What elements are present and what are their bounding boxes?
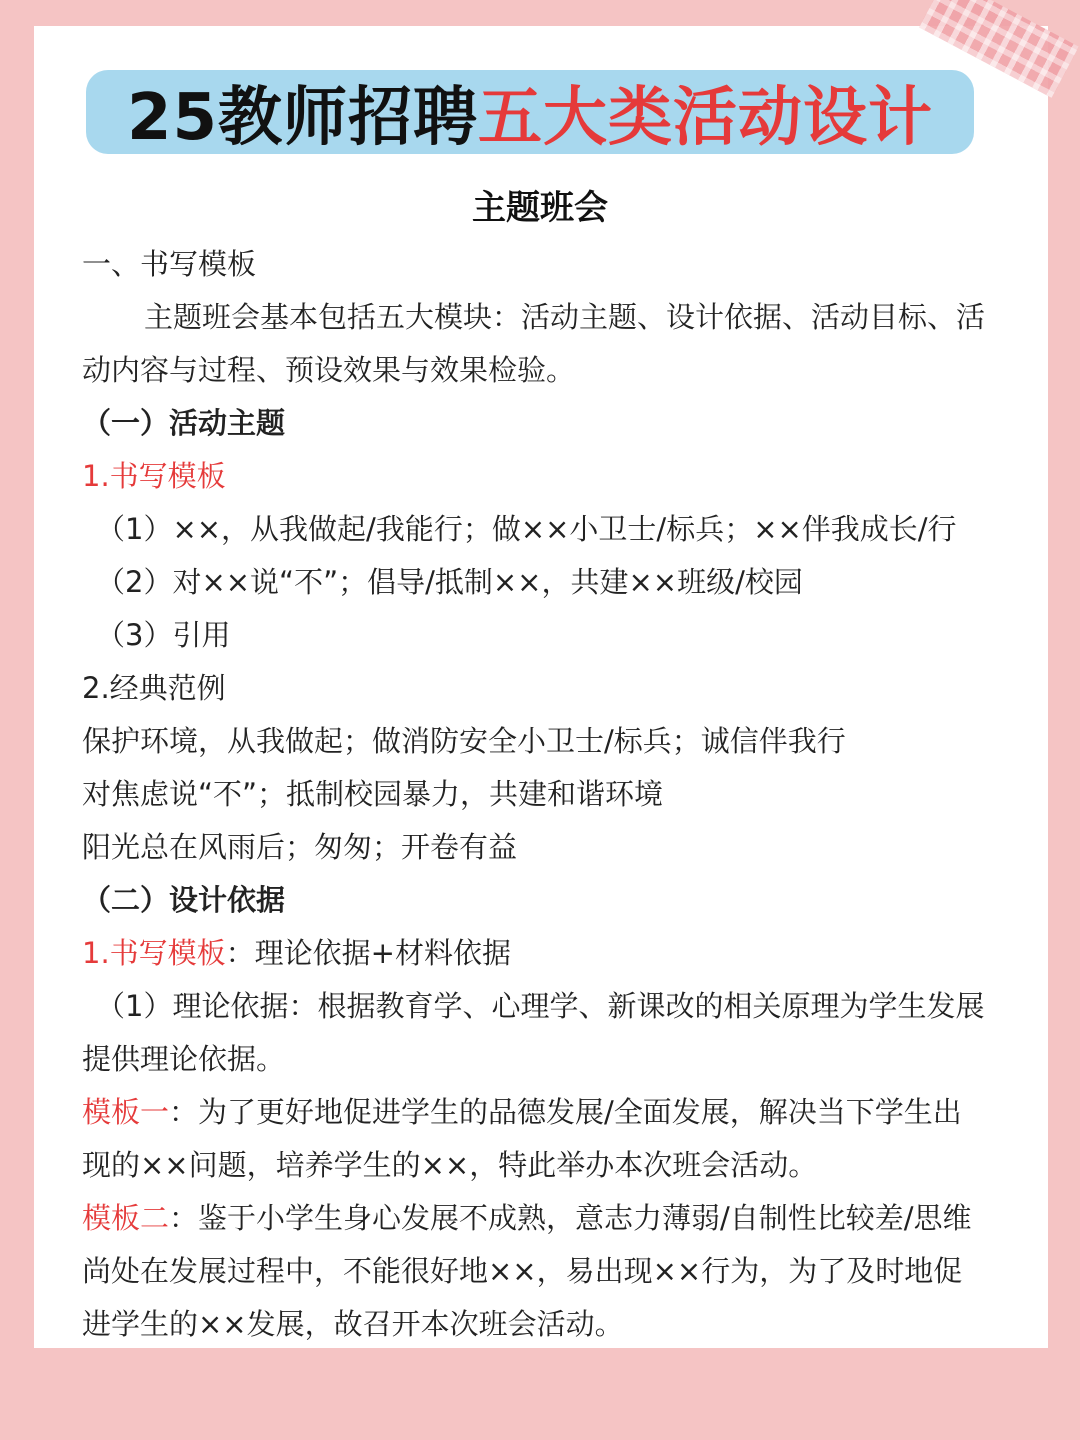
intro-paragraph-line: 动内容与过程、预设效果与效果检验。 [82,353,576,387]
model2-line: 进学生的××发展，故召开本次班会活动。 [82,1307,624,1341]
template-item: （1）××，从我做起/我能行；做××小卫士/标兵；××伴我成长/行 [96,512,957,546]
template-item: （2）对××说“不”；倡导/抵制××，共建××班级/校园 [96,565,803,599]
part2-template-rest: ：理论依据+材料依据 [225,936,511,970]
document-body [82,238,1050,1351]
example-item: 阳光总在风雨后；匆匆；开卷有益 [82,830,518,864]
theory-line: 提供理论依据。 [82,1042,286,1076]
part2-template-label: 1.书写模板 [82,936,226,970]
part2-heading: （二）设计依据 [82,883,286,917]
model1-line [82,1086,1050,1139]
part2-template-line [82,927,1050,980]
intro-paragraph-line: 主题班会基本包括五大模块：活动主题、设计依据、活动目标、活 [144,300,986,334]
model2-line: 尚处在发展过程中，不能很好地××，易出现××行为，为了及时地促 [82,1254,963,1288]
title-black-text: 25教师招聘 [126,81,479,155]
template-item: （3）引用 [96,618,231,652]
model2-text: ：鉴于小学生身心发展不成熟，意志力薄弱/自制性比较差/思维 [169,1201,972,1235]
title-banner [86,70,974,154]
model1-text: ：为了更好地促进学生的品德发展/全面发展，解决当下学生出 [169,1095,962,1129]
part1-heading: （一）活动主题 [82,406,286,440]
model2-line [82,1192,1050,1245]
model2-label: 模板二 [82,1201,170,1235]
part1-template-heading: 1.书写模板 [82,459,226,493]
model1-line: 现的××问题，培养学生的××，特此举办本次班会活动。 [82,1148,818,1182]
title-red-text: 五大类活动设计 [478,81,934,155]
example-item: 保护环境，从我做起；做消防安全小卫士/标兵；诚信伴我行 [82,724,846,758]
example-item: 对焦虑说“不”；抵制校园暴力，共建和谐环境 [82,777,664,811]
examples-heading: 2.经典范例 [82,671,226,705]
page-subtitle: 主题班会 [472,188,608,228]
section-heading: 一、书写模板 [82,247,257,281]
model1-label: 模板一 [82,1095,170,1129]
theory-line: （1）理论依据：根据教育学、心理学、新课改的相关原理为学生发展 [96,989,985,1023]
